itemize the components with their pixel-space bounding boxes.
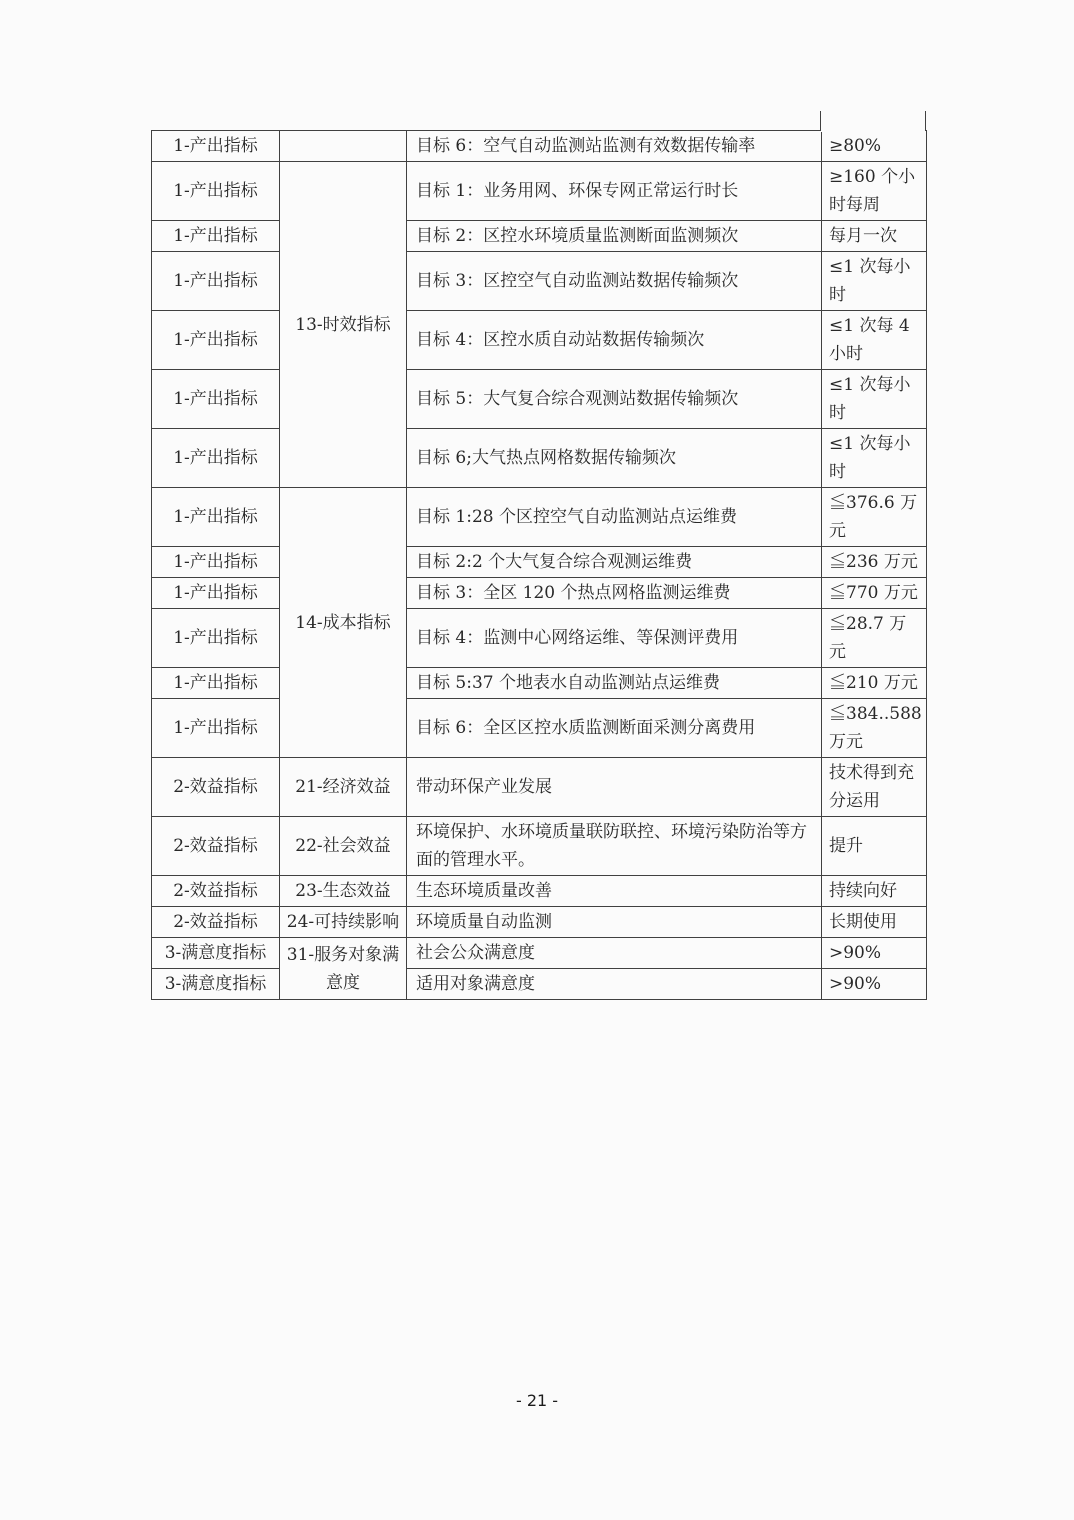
table-row: [152, 429, 927, 488]
category-cell: 2-效益指标: [152, 907, 280, 938]
value-cell: ≤1 次每 4 小时: [822, 311, 927, 370]
category-cell: 1-产出指标: [152, 488, 280, 547]
category-cell: 3-满意度指标: [152, 938, 280, 969]
subcategory-cell: 22-社会效益: [280, 817, 407, 876]
target-cell: 目标 6：全区区控水质监测断面采测分离费用: [407, 699, 822, 758]
subcategory-cell: [280, 131, 407, 162]
target-cell: 目标 1:28 个区控空气自动监测站点运维费: [407, 488, 822, 547]
page-number: - 21 -: [515, 1391, 559, 1410]
table-row: [152, 221, 927, 252]
category-cell: 1-产出指标: [152, 609, 280, 668]
table-row: [152, 907, 927, 938]
category-cell: 1-产出指标: [152, 699, 280, 758]
category-cell: 3-满意度指标: [152, 969, 280, 1000]
value-cell: ≥160 个小时每周: [822, 162, 927, 221]
table-row: [152, 699, 927, 758]
table-row: [152, 488, 927, 547]
category-cell: 1-产出指标: [152, 221, 280, 252]
table-row: [152, 609, 927, 668]
subcategory-cell: 31-服务对象满意度: [280, 938, 407, 1000]
target-cell: 目标 6：空气自动监测站监测有效数据传输率: [407, 131, 822, 162]
table-row: [152, 969, 927, 1000]
target-cell: 目标 3：全区 120 个热点网格监测运维费: [407, 578, 822, 609]
category-cell: 1-产出指标: [152, 252, 280, 311]
value-cell: 每月一次: [822, 221, 927, 252]
table-row: [152, 817, 927, 876]
target-cell: 生态环境质量改善: [407, 876, 822, 907]
target-cell: 带动环保产业发展: [407, 758, 822, 817]
target-cell: 目标 2:2 个大气复合综合观测运维费: [407, 547, 822, 578]
category-cell: 1-产出指标: [152, 578, 280, 609]
target-cell: 目标 4：监测中心网络运维、等保测评费用: [407, 609, 822, 668]
target-cell: 适用对象满意度: [407, 969, 822, 1000]
table-row: [152, 547, 927, 578]
category-cell: 1-产出指标: [152, 311, 280, 370]
value-cell: ≦236 万元: [822, 547, 927, 578]
value-cell: ≦770 万元: [822, 578, 927, 609]
category-cell: 1-产出指标: [152, 429, 280, 488]
performance-indicator-table: [151, 130, 927, 1000]
value-cell: ≦28.7 万元: [822, 609, 927, 668]
subcategory-cell: 14-成本指标: [280, 488, 407, 758]
subcategory-cell: 21-经济效益: [280, 758, 407, 817]
category-cell: 2-效益指标: [152, 876, 280, 907]
value-cell: ≤1 次每小时: [822, 370, 927, 429]
table-row: [152, 668, 927, 699]
table-row: [152, 252, 927, 311]
table-row: [152, 876, 927, 907]
table-row: [152, 162, 927, 221]
table-row: [152, 758, 927, 817]
value-cell: ≦210 万元: [822, 668, 927, 699]
table-row: [152, 578, 927, 609]
category-cell: 1-产出指标: [152, 668, 280, 699]
table-row: [152, 131, 927, 162]
value-cell: >90%: [822, 969, 927, 1000]
target-cell: 目标 2：区控水环境质量监测断面监测频次: [407, 221, 822, 252]
value-cell: 提升: [822, 817, 927, 876]
subcategory-cell: 23-生态效益: [280, 876, 407, 907]
target-cell: 目标 1：业务用网、环保专网正常运行时长: [407, 162, 822, 221]
subcategory-cell: 13-时效指标: [280, 162, 407, 488]
category-cell: 1-产出指标: [152, 162, 280, 221]
category-cell: 2-效益指标: [152, 758, 280, 817]
value-cell: ≥80%: [822, 131, 927, 162]
table-continuation-border-right: [925, 111, 926, 131]
target-cell: 环境保护、水环境质量联防联控、环境污染防治等方面的管理水平。: [407, 817, 822, 876]
table-top-open-gap: [821, 129, 925, 132]
value-cell: ≦384..588 万元: [822, 699, 927, 758]
subcategory-cell: 24-可持续影响: [280, 907, 407, 938]
table-continuation-border-left: [820, 111, 821, 131]
target-cell: 环境质量自动监测: [407, 907, 822, 938]
category-cell: 1-产出指标: [152, 131, 280, 162]
value-cell: >90%: [822, 938, 927, 969]
table-row: [152, 938, 927, 969]
target-cell: 目标 4：区控水质自动站数据传输频次: [407, 311, 822, 370]
category-cell: 1-产出指标: [152, 547, 280, 578]
target-cell: 目标 3：区控空气自动监测站数据传输频次: [407, 252, 822, 311]
target-cell: 社会公众满意度: [407, 938, 822, 969]
value-cell: 持续向好: [822, 876, 927, 907]
target-cell: 目标 5：大气复合综合观测站数据传输频次: [407, 370, 822, 429]
table-row: [152, 311, 927, 370]
category-cell: 2-效益指标: [152, 817, 280, 876]
value-cell: 技术得到充分运用: [822, 758, 927, 817]
target-cell: 目标 5:37 个地表水自动监测站点运维费: [407, 668, 822, 699]
category-cell: 1-产出指标: [152, 370, 280, 429]
table-row: [152, 370, 927, 429]
value-cell: ≤1 次每小时: [822, 252, 927, 311]
value-cell: ≤1 次每小时: [822, 429, 927, 488]
target-cell: 目标 6;大气热点网格数据传输频次: [407, 429, 822, 488]
value-cell: 长期使用: [822, 907, 927, 938]
value-cell: ≦376.6 万元: [822, 488, 927, 547]
